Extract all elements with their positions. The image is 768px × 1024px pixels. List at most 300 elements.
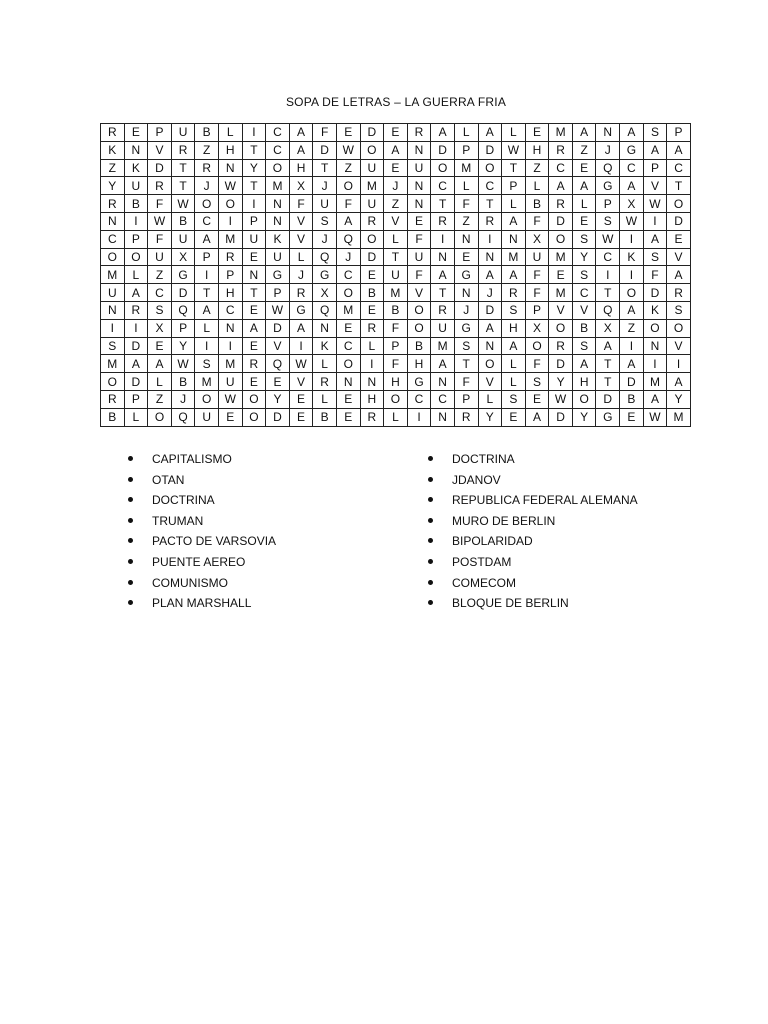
grid-cell[interactable]: E bbox=[336, 124, 360, 142]
grid-cell[interactable]: N bbox=[360, 373, 384, 391]
grid-cell[interactable]: A bbox=[478, 124, 502, 142]
grid-cell[interactable]: W bbox=[643, 195, 667, 213]
grid-cell[interactable]: Q bbox=[313, 301, 337, 319]
grid-cell[interactable]: U bbox=[242, 230, 266, 248]
grid-cell[interactable]: W bbox=[148, 212, 172, 230]
grid-cell[interactable]: N bbox=[407, 177, 431, 195]
grid-cell[interactable]: T bbox=[454, 355, 478, 373]
grid-cell[interactable]: U bbox=[360, 195, 384, 213]
grid-cell[interactable]: D bbox=[667, 212, 691, 230]
grid-cell[interactable]: L bbox=[218, 124, 242, 142]
grid-cell[interactable]: N bbox=[431, 248, 455, 266]
grid-cell[interactable]: Q bbox=[596, 301, 620, 319]
grid-cell[interactable]: O bbox=[124, 248, 148, 266]
grid-cell[interactable]: S bbox=[101, 337, 125, 355]
grid-cell[interactable]: M bbox=[101, 266, 125, 284]
grid-cell[interactable]: A bbox=[643, 141, 667, 159]
grid-cell[interactable]: A bbox=[289, 319, 313, 337]
grid-cell[interactable]: S bbox=[643, 124, 667, 142]
grid-cell[interactable]: R bbox=[242, 355, 266, 373]
grid-cell[interactable]: N bbox=[478, 337, 502, 355]
grid-cell[interactable]: G bbox=[313, 266, 337, 284]
grid-cell[interactable]: M bbox=[266, 177, 290, 195]
grid-cell[interactable]: Q bbox=[313, 248, 337, 266]
grid-cell[interactable]: C bbox=[407, 390, 431, 408]
grid-cell[interactable]: A bbox=[148, 355, 172, 373]
grid-cell[interactable]: F bbox=[384, 355, 408, 373]
grid-cell[interactable]: O bbox=[266, 159, 290, 177]
grid-cell[interactable]: I bbox=[360, 355, 384, 373]
grid-cell[interactable]: H bbox=[289, 159, 313, 177]
grid-cell[interactable]: P bbox=[596, 195, 620, 213]
grid-cell[interactable]: V bbox=[667, 337, 691, 355]
grid-cell[interactable]: V bbox=[148, 141, 172, 159]
grid-cell[interactable]: R bbox=[667, 284, 691, 302]
grid-cell[interactable]: Z bbox=[384, 195, 408, 213]
grid-cell[interactable]: F bbox=[148, 230, 172, 248]
grid-cell[interactable]: C bbox=[336, 337, 360, 355]
grid-cell[interactable]: M bbox=[195, 373, 219, 391]
grid-cell[interactable]: D bbox=[549, 212, 573, 230]
grid-cell[interactable]: W bbox=[218, 177, 242, 195]
grid-cell[interactable]: D bbox=[431, 141, 455, 159]
grid-cell[interactable]: A bbox=[478, 266, 502, 284]
grid-cell[interactable]: M bbox=[667, 408, 691, 426]
grid-cell[interactable]: N bbox=[101, 212, 125, 230]
grid-cell[interactable]: M bbox=[549, 284, 573, 302]
grid-cell[interactable]: P bbox=[148, 124, 172, 142]
grid-cell[interactable]: R bbox=[171, 141, 195, 159]
grid-cell[interactable]: C bbox=[266, 141, 290, 159]
grid-cell[interactable]: N bbox=[407, 141, 431, 159]
grid-cell[interactable]: R bbox=[195, 159, 219, 177]
grid-cell[interactable]: O bbox=[101, 248, 125, 266]
grid-cell[interactable]: E bbox=[336, 408, 360, 426]
grid-cell[interactable]: C bbox=[266, 124, 290, 142]
grid-cell[interactable]: D bbox=[124, 373, 148, 391]
grid-cell[interactable]: O bbox=[242, 390, 266, 408]
grid-cell[interactable]: W bbox=[336, 141, 360, 159]
grid-cell[interactable]: I bbox=[124, 212, 148, 230]
grid-cell[interactable]: U bbox=[124, 177, 148, 195]
grid-cell[interactable]: M bbox=[360, 177, 384, 195]
grid-cell[interactable]: E bbox=[549, 266, 573, 284]
grid-cell[interactable]: I bbox=[407, 408, 431, 426]
grid-cell[interactable]: N bbox=[336, 373, 360, 391]
grid-cell[interactable]: P bbox=[218, 266, 242, 284]
grid-cell[interactable]: R bbox=[431, 301, 455, 319]
grid-cell[interactable]: X bbox=[171, 248, 195, 266]
grid-cell[interactable]: T bbox=[171, 177, 195, 195]
grid-cell[interactable]: N bbox=[266, 195, 290, 213]
grid-cell[interactable]: C bbox=[148, 284, 172, 302]
grid-cell[interactable]: M bbox=[218, 230, 242, 248]
grid-cell[interactable]: U bbox=[171, 230, 195, 248]
grid-cell[interactable]: S bbox=[596, 212, 620, 230]
grid-cell[interactable]: P bbox=[454, 390, 478, 408]
grid-cell[interactable]: C bbox=[478, 177, 502, 195]
grid-cell[interactable]: M bbox=[336, 301, 360, 319]
grid-cell[interactable]: E bbox=[336, 390, 360, 408]
grid-cell[interactable]: M bbox=[431, 337, 455, 355]
grid-cell[interactable]: U bbox=[407, 159, 431, 177]
grid-cell[interactable]: J bbox=[171, 390, 195, 408]
grid-cell[interactable]: L bbox=[124, 408, 148, 426]
grid-cell[interactable]: W bbox=[596, 230, 620, 248]
grid-cell[interactable]: W bbox=[549, 390, 573, 408]
grid-cell[interactable]: B bbox=[101, 408, 125, 426]
grid-cell[interactable]: A bbox=[289, 124, 313, 142]
grid-cell[interactable]: U bbox=[195, 408, 219, 426]
grid-cell[interactable]: L bbox=[454, 177, 478, 195]
grid-cell[interactable]: E bbox=[525, 124, 549, 142]
grid-cell[interactable]: G bbox=[266, 266, 290, 284]
grid-cell[interactable]: S bbox=[572, 230, 596, 248]
grid-cell[interactable]: A bbox=[620, 124, 644, 142]
grid-cell[interactable]: E bbox=[242, 337, 266, 355]
grid-cell[interactable]: N bbox=[313, 319, 337, 337]
grid-cell[interactable]: Z bbox=[148, 390, 172, 408]
grid-cell[interactable]: T bbox=[478, 195, 502, 213]
grid-cell[interactable]: N bbox=[266, 212, 290, 230]
grid-cell[interactable]: E bbox=[336, 319, 360, 337]
grid-cell[interactable]: K bbox=[266, 230, 290, 248]
grid-cell[interactable]: F bbox=[525, 212, 549, 230]
grid-cell[interactable]: F bbox=[525, 284, 549, 302]
grid-cell[interactable]: A bbox=[124, 355, 148, 373]
grid-cell[interactable]: N bbox=[643, 337, 667, 355]
grid-cell[interactable]: Q bbox=[596, 159, 620, 177]
grid-cell[interactable]: A bbox=[289, 141, 313, 159]
grid-cell[interactable]: L bbox=[572, 195, 596, 213]
grid-cell[interactable]: E bbox=[454, 248, 478, 266]
grid-cell[interactable]: N bbox=[454, 284, 478, 302]
grid-cell[interactable]: T bbox=[502, 159, 526, 177]
grid-cell[interactable]: L bbox=[289, 248, 313, 266]
grid-cell[interactable]: V bbox=[643, 177, 667, 195]
grid-cell[interactable]: Y bbox=[171, 337, 195, 355]
grid-cell[interactable]: A bbox=[620, 301, 644, 319]
grid-cell[interactable]: T bbox=[313, 159, 337, 177]
grid-cell[interactable]: N bbox=[431, 408, 455, 426]
grid-cell[interactable]: N bbox=[242, 266, 266, 284]
grid-cell[interactable]: P bbox=[242, 212, 266, 230]
grid-cell[interactable]: L bbox=[502, 195, 526, 213]
grid-cell[interactable]: O bbox=[195, 195, 219, 213]
grid-cell[interactable]: A bbox=[620, 177, 644, 195]
grid-cell[interactable]: C bbox=[431, 177, 455, 195]
grid-cell[interactable]: X bbox=[525, 230, 549, 248]
grid-cell[interactable]: B bbox=[572, 319, 596, 337]
grid-cell[interactable]: L bbox=[360, 337, 384, 355]
grid-cell[interactable]: E bbox=[407, 212, 431, 230]
grid-cell[interactable]: Q bbox=[336, 230, 360, 248]
grid-cell[interactable]: N bbox=[478, 248, 502, 266]
grid-cell[interactable]: D bbox=[549, 355, 573, 373]
grid-cell[interactable]: A bbox=[336, 212, 360, 230]
grid-cell[interactable]: G bbox=[454, 266, 478, 284]
grid-cell[interactable]: R bbox=[313, 373, 337, 391]
grid-cell[interactable]: R bbox=[478, 212, 502, 230]
grid-cell[interactable]: H bbox=[502, 319, 526, 337]
grid-cell[interactable]: U bbox=[407, 248, 431, 266]
grid-cell[interactable]: O bbox=[336, 284, 360, 302]
grid-cell[interactable]: Y bbox=[549, 373, 573, 391]
grid-cell[interactable]: D bbox=[596, 390, 620, 408]
grid-cell[interactable]: I bbox=[218, 337, 242, 355]
grid-cell[interactable]: T bbox=[242, 284, 266, 302]
grid-cell[interactable]: O bbox=[667, 195, 691, 213]
grid-cell[interactable]: I bbox=[431, 230, 455, 248]
grid-cell[interactable]: D bbox=[478, 141, 502, 159]
grid-cell[interactable]: V bbox=[572, 301, 596, 319]
grid-cell[interactable]: A bbox=[431, 355, 455, 373]
grid-cell[interactable]: O bbox=[336, 355, 360, 373]
grid-cell[interactable]: M bbox=[454, 159, 478, 177]
grid-cell[interactable]: F bbox=[148, 195, 172, 213]
grid-cell[interactable]: X bbox=[596, 319, 620, 337]
grid-cell[interactable]: R bbox=[148, 177, 172, 195]
grid-cell[interactable]: N bbox=[407, 195, 431, 213]
grid-cell[interactable]: P bbox=[195, 248, 219, 266]
grid-cell[interactable]: Q bbox=[171, 301, 195, 319]
grid-cell[interactable]: W bbox=[266, 301, 290, 319]
grid-cell[interactable]: G bbox=[289, 301, 313, 319]
grid-cell[interactable]: J bbox=[336, 248, 360, 266]
grid-cell[interactable]: F bbox=[289, 195, 313, 213]
grid-cell[interactable]: E bbox=[289, 408, 313, 426]
grid-cell[interactable]: D bbox=[360, 124, 384, 142]
grid-cell[interactable]: X bbox=[620, 195, 644, 213]
grid-cell[interactable]: B bbox=[171, 373, 195, 391]
grid-cell[interactable]: A bbox=[667, 266, 691, 284]
grid-cell[interactable]: V bbox=[266, 337, 290, 355]
grid-cell[interactable]: A bbox=[124, 284, 148, 302]
grid-cell[interactable]: S bbox=[502, 301, 526, 319]
grid-cell[interactable]: E bbox=[384, 124, 408, 142]
grid-cell[interactable]: C bbox=[101, 230, 125, 248]
grid-cell[interactable]: E bbox=[266, 373, 290, 391]
grid-cell[interactable]: U bbox=[148, 248, 172, 266]
grid-cell[interactable]: I bbox=[478, 230, 502, 248]
grid-cell[interactable]: S bbox=[313, 212, 337, 230]
grid-cell[interactable]: Y bbox=[101, 177, 125, 195]
grid-cell[interactable]: G bbox=[596, 408, 620, 426]
grid-cell[interactable]: U bbox=[266, 248, 290, 266]
grid-cell[interactable]: A bbox=[667, 373, 691, 391]
grid-cell[interactable]: N bbox=[218, 159, 242, 177]
grid-cell[interactable]: R bbox=[101, 390, 125, 408]
grid-cell[interactable]: B bbox=[171, 212, 195, 230]
grid-cell[interactable]: O bbox=[620, 284, 644, 302]
grid-cell[interactable]: P bbox=[124, 230, 148, 248]
grid-cell[interactable]: F bbox=[525, 355, 549, 373]
grid-cell[interactable]: X bbox=[148, 319, 172, 337]
grid-cell[interactable]: L bbox=[502, 355, 526, 373]
grid-cell[interactable]: Z bbox=[525, 159, 549, 177]
grid-cell[interactable]: A bbox=[572, 124, 596, 142]
grid-cell[interactable]: E bbox=[242, 248, 266, 266]
grid-cell[interactable]: T bbox=[171, 159, 195, 177]
grid-cell[interactable]: C bbox=[667, 159, 691, 177]
grid-cell[interactable]: C bbox=[336, 266, 360, 284]
grid-cell[interactable]: M bbox=[502, 248, 526, 266]
grid-cell[interactable]: F bbox=[643, 266, 667, 284]
grid-cell[interactable]: O bbox=[549, 230, 573, 248]
grid-cell[interactable]: D bbox=[643, 284, 667, 302]
grid-cell[interactable]: R bbox=[431, 212, 455, 230]
grid-cell[interactable]: S bbox=[572, 266, 596, 284]
grid-cell[interactable]: O bbox=[572, 390, 596, 408]
grid-cell[interactable]: T bbox=[242, 177, 266, 195]
grid-cell[interactable]: B bbox=[313, 408, 337, 426]
grid-cell[interactable]: B bbox=[525, 195, 549, 213]
grid-cell[interactable]: O bbox=[336, 177, 360, 195]
grid-cell[interactable]: O bbox=[148, 408, 172, 426]
grid-cell[interactable]: A bbox=[502, 212, 526, 230]
grid-cell[interactable]: E bbox=[384, 159, 408, 177]
grid-cell[interactable]: U bbox=[384, 266, 408, 284]
grid-cell[interactable]: N bbox=[502, 230, 526, 248]
grid-cell[interactable]: O bbox=[407, 301, 431, 319]
grid-cell[interactable]: N bbox=[454, 230, 478, 248]
grid-cell[interactable]: I bbox=[667, 355, 691, 373]
grid-cell[interactable]: O bbox=[549, 319, 573, 337]
grid-cell[interactable]: H bbox=[407, 355, 431, 373]
grid-cell[interactable]: K bbox=[313, 337, 337, 355]
grid-cell[interactable]: I bbox=[620, 337, 644, 355]
grid-cell[interactable]: A bbox=[525, 408, 549, 426]
grid-cell[interactable]: C bbox=[195, 212, 219, 230]
grid-cell[interactable]: D bbox=[266, 319, 290, 337]
grid-cell[interactable]: A bbox=[596, 337, 620, 355]
grid-cell[interactable]: H bbox=[218, 284, 242, 302]
grid-cell[interactable]: A bbox=[431, 124, 455, 142]
grid-cell[interactable]: B bbox=[620, 390, 644, 408]
grid-cell[interactable]: C bbox=[596, 248, 620, 266]
grid-cell[interactable]: A bbox=[549, 177, 573, 195]
grid-cell[interactable]: E bbox=[525, 390, 549, 408]
grid-cell[interactable]: R bbox=[360, 212, 384, 230]
grid-cell[interactable]: O bbox=[643, 319, 667, 337]
grid-cell[interactable]: M bbox=[101, 355, 125, 373]
grid-cell[interactable]: E bbox=[218, 408, 242, 426]
grid-cell[interactable]: A bbox=[620, 355, 644, 373]
grid-cell[interactable]: Y bbox=[572, 248, 596, 266]
grid-cell[interactable]: D bbox=[478, 301, 502, 319]
grid-cell[interactable]: O bbox=[360, 230, 384, 248]
grid-cell[interactable]: R bbox=[549, 195, 573, 213]
grid-cell[interactable]: W bbox=[171, 355, 195, 373]
grid-cell[interactable]: L bbox=[384, 230, 408, 248]
grid-cell[interactable]: J bbox=[478, 284, 502, 302]
grid-cell[interactable]: T bbox=[596, 284, 620, 302]
grid-cell[interactable]: M bbox=[384, 284, 408, 302]
grid-cell[interactable]: D bbox=[313, 141, 337, 159]
grid-cell[interactable]: V bbox=[289, 373, 313, 391]
grid-cell[interactable]: Z bbox=[572, 141, 596, 159]
grid-cell[interactable]: S bbox=[195, 355, 219, 373]
grid-cell[interactable]: G bbox=[596, 177, 620, 195]
grid-cell[interactable]: M bbox=[218, 355, 242, 373]
grid-cell[interactable]: I bbox=[218, 212, 242, 230]
grid-cell[interactable]: E bbox=[667, 230, 691, 248]
grid-cell[interactable]: O bbox=[218, 195, 242, 213]
grid-cell[interactable]: A bbox=[242, 319, 266, 337]
grid-cell[interactable]: E bbox=[360, 266, 384, 284]
grid-cell[interactable]: L bbox=[502, 373, 526, 391]
grid-cell[interactable]: H bbox=[572, 373, 596, 391]
grid-cell[interactable]: E bbox=[502, 408, 526, 426]
grid-cell[interactable]: A bbox=[195, 301, 219, 319]
grid-cell[interactable]: J bbox=[195, 177, 219, 195]
grid-cell[interactable]: U bbox=[101, 284, 125, 302]
grid-cell[interactable]: C bbox=[549, 159, 573, 177]
grid-cell[interactable]: O bbox=[407, 319, 431, 337]
grid-cell[interactable]: G bbox=[454, 319, 478, 337]
grid-cell[interactable]: E bbox=[242, 301, 266, 319]
grid-cell[interactable]: R bbox=[360, 319, 384, 337]
grid-cell[interactable]: P bbox=[502, 177, 526, 195]
grid-cell[interactable]: C bbox=[218, 301, 242, 319]
grid-cell[interactable]: Y bbox=[242, 159, 266, 177]
grid-cell[interactable]: O bbox=[667, 319, 691, 337]
grid-cell[interactable]: B bbox=[384, 301, 408, 319]
grid-cell[interactable]: B bbox=[360, 284, 384, 302]
grid-cell[interactable]: A bbox=[478, 319, 502, 337]
grid-cell[interactable]: R bbox=[454, 408, 478, 426]
grid-cell[interactable]: S bbox=[502, 390, 526, 408]
grid-cell[interactable]: E bbox=[360, 301, 384, 319]
grid-cell[interactable]: A bbox=[502, 266, 526, 284]
grid-cell[interactable]: D bbox=[266, 408, 290, 426]
grid-cell[interactable]: M bbox=[549, 124, 573, 142]
grid-cell[interactable]: A bbox=[667, 141, 691, 159]
grid-cell[interactable]: J bbox=[384, 177, 408, 195]
grid-cell[interactable]: C bbox=[620, 159, 644, 177]
grid-cell[interactable]: L bbox=[478, 390, 502, 408]
grid-cell[interactable]: G bbox=[620, 141, 644, 159]
grid-cell[interactable]: D bbox=[124, 337, 148, 355]
grid-cell[interactable]: J bbox=[289, 266, 313, 284]
grid-cell[interactable]: P bbox=[643, 159, 667, 177]
grid-cell[interactable]: I bbox=[643, 355, 667, 373]
grid-cell[interactable]: I bbox=[195, 266, 219, 284]
grid-cell[interactable]: W bbox=[643, 408, 667, 426]
grid-cell[interactable]: T bbox=[596, 373, 620, 391]
grid-cell[interactable]: Q bbox=[171, 408, 195, 426]
grid-cell[interactable]: N bbox=[596, 124, 620, 142]
grid-cell[interactable]: R bbox=[101, 195, 125, 213]
grid-cell[interactable]: T bbox=[596, 355, 620, 373]
grid-cell[interactable]: F bbox=[407, 266, 431, 284]
grid-cell[interactable]: Y bbox=[478, 408, 502, 426]
grid-cell[interactable]: J bbox=[313, 230, 337, 248]
grid-cell[interactable]: A bbox=[572, 355, 596, 373]
grid-cell[interactable]: X bbox=[525, 319, 549, 337]
grid-cell[interactable]: L bbox=[454, 124, 478, 142]
grid-cell[interactable]: O bbox=[360, 141, 384, 159]
grid-cell[interactable]: P bbox=[124, 390, 148, 408]
grid-cell[interactable]: R bbox=[549, 337, 573, 355]
grid-cell[interactable]: E bbox=[572, 212, 596, 230]
grid-cell[interactable]: G bbox=[407, 373, 431, 391]
grid-cell[interactable]: D bbox=[360, 248, 384, 266]
grid-cell[interactable]: H bbox=[525, 141, 549, 159]
grid-cell[interactable]: K bbox=[643, 301, 667, 319]
grid-cell[interactable]: K bbox=[101, 141, 125, 159]
grid-cell[interactable]: F bbox=[407, 230, 431, 248]
